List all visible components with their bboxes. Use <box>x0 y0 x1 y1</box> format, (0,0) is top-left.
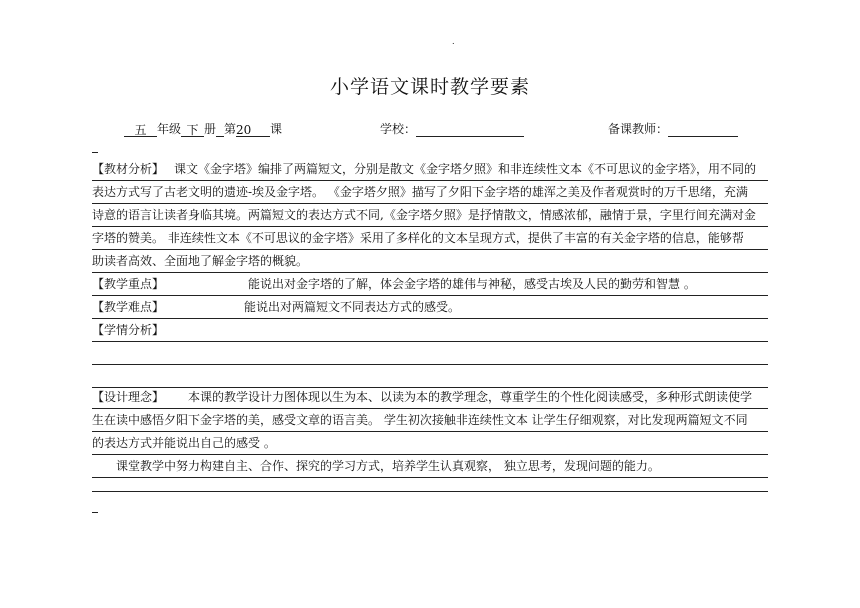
bottom-dash <box>92 512 98 513</box>
design-line-2: 生在读中感悟夕阳下金字塔的美，感受文章的语言美。 学生初次接触非连续性文本 让学生仔细观察，对比发现两篇短文不同 <box>92 413 748 427</box>
blank-line-1 <box>92 342 768 365</box>
lesson-label: 课 <box>270 122 283 136</box>
blank-line-2 <box>92 365 768 388</box>
school-label: 学校： <box>380 122 417 136</box>
analysis-row-3 <box>92 204 768 227</box>
design-line-4: 课堂教学中努力构建自主、合作、探究的学习方式，培养学生认真观察， 独立思考，发现问题的能力。 <box>116 459 660 473</box>
difficulty-text: 能说出对两篇短文不同表达方式的感受。 <box>244 300 461 314</box>
top-dash <box>92 152 98 153</box>
analysis-row-5 <box>92 250 768 273</box>
analysis-line-5: 助读者高效、全面地了解金字塔的概貌。 <box>92 254 309 268</box>
teacher-label: 备课教师： <box>608 122 669 136</box>
school-info <box>380 121 524 137</box>
design-row-2 <box>92 409 768 432</box>
lesson-number: 20 <box>236 122 270 137</box>
analysis-line-1: 课文《金字塔》编排了两篇短文，分别是散文《金字塔夕照》和非连续性文本《不可思议的金字塔》，用不同的 <box>174 162 757 176</box>
key-point-label: 【教学重点】 <box>92 277 165 291</box>
analysis-row-4 <box>92 227 768 250</box>
design-label: 【设计理念】 <box>92 390 165 404</box>
analysis-line-4: 字塔的赞美。 非连续性文本《不可思议的金字塔》采用了多样化的文本呈现方式，提供了丰富的有关金字塔的信息，能够帮 <box>92 231 744 245</box>
analysis-line-2: 表达方式写了古老文明的遗迹-埃及金字塔。 《金字塔夕照》描写了夕阳下金字塔的雄浑之美及作者观赏时的万千思绪，充满 <box>92 185 748 199</box>
grade-label: 年级 <box>157 122 182 136</box>
analysis-row-1 <box>92 158 768 181</box>
term-value: 下 <box>181 122 204 137</box>
lesson-prefix: 第 <box>224 122 237 136</box>
analysis-label: 【教材分析】 <box>92 162 165 176</box>
difficulty-label: 【教学难点】 <box>92 300 165 314</box>
header-dot: . <box>452 37 455 46</box>
term-label: 册 <box>204 122 217 136</box>
page-title: 小学语文课时教学要素 <box>329 76 530 98</box>
learner-label: 【学情分析】 <box>92 323 165 337</box>
school-field <box>416 122 524 137</box>
grade-value: 五 <box>124 122 157 137</box>
teacher-info <box>608 121 738 137</box>
design-line-1: 本课的教学设计力图体现以生为本、以读为本的教学理念，尊重学生的个性化阅读感受，多种形式朗读使学 <box>188 390 753 404</box>
blank-line-3 <box>92 469 768 492</box>
teacher-field <box>668 122 738 137</box>
learner-row <box>92 319 768 342</box>
key-point-text: 能说出对金字塔的了解，体会金字塔的雄伟与神秘，感受古埃及人民的勤劳和智慧 。 <box>248 277 696 291</box>
key-point-row <box>92 273 768 296</box>
design-line-3: 的表达方式并能说出自己的感受 。 <box>92 436 276 450</box>
difficulty-row <box>92 296 768 319</box>
design-row-1 <box>92 386 768 409</box>
analysis-row-2 <box>92 181 768 204</box>
design-row-3 <box>92 432 768 455</box>
grade-info <box>124 121 282 137</box>
analysis-line-3: 诗意的语言让读者身临其境。两篇短文的表达方式不同,《金字塔夕照》是抒情散文，情感浓郁，融情于景，字里行间充满对金 <box>92 208 756 222</box>
term-gap <box>216 122 224 137</box>
